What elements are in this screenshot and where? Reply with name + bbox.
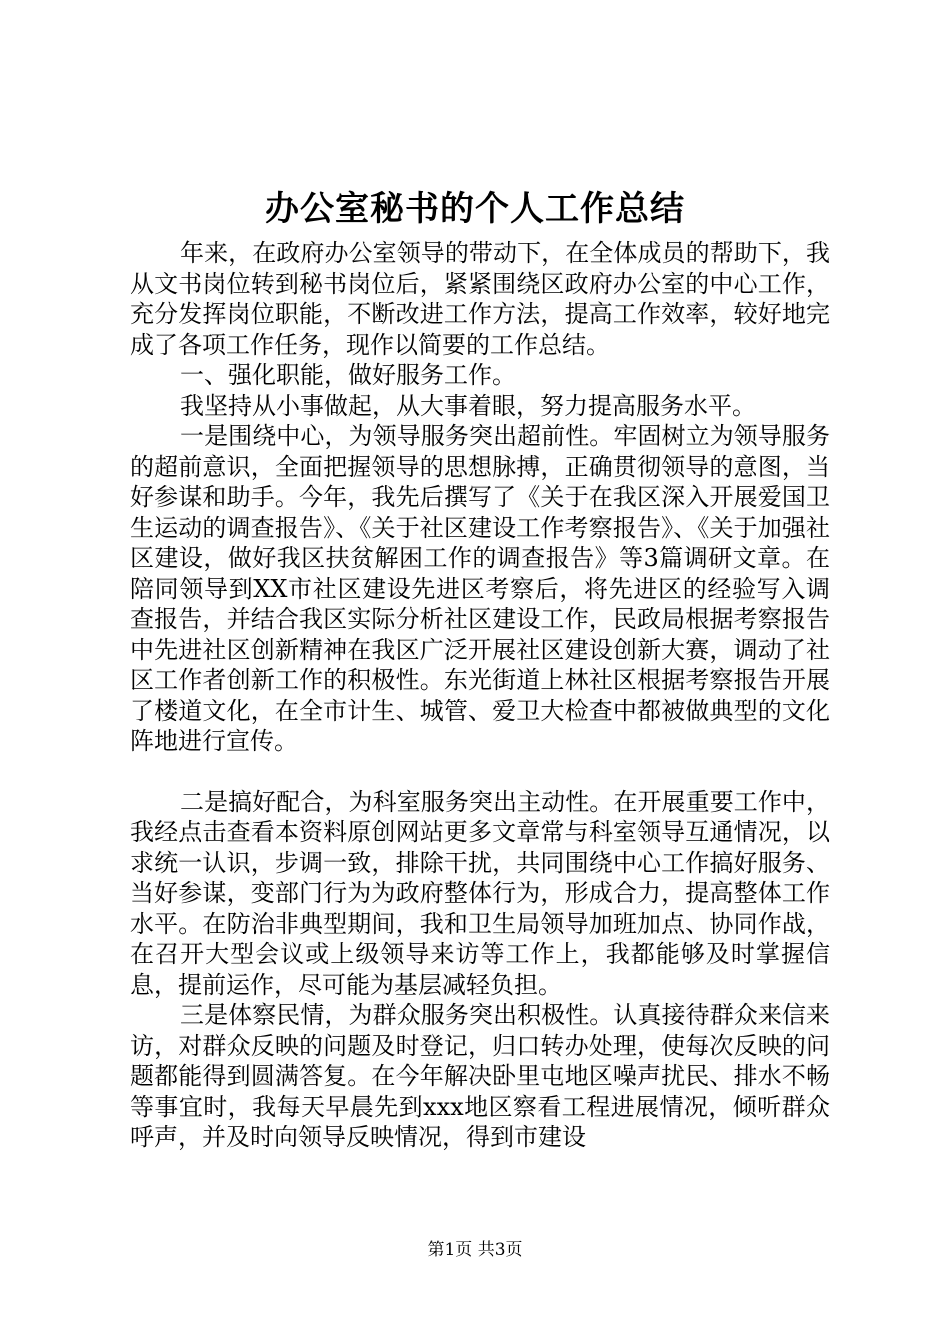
point-one-paragraph: 一是围绕中心，为领导服务突出超前性。牢固树立为领导服务的超前意识，全面把握领导的思想脉搏，正确贯彻领导的意图，当好参谋和助手。今年，我先后撰写了《关于在我区深入开展爱国卫生运动的调查报告》、《关于社区建设工作考察报告》、《关于加强社区建设，做好我区扶贫解困工作的调查报告》等3篇调研文章。在陪同领导到XX市社区建设先进区考察后，将先进区的经验写入调查报告，并结合我区实际分析社区建设工作，民政局根据考察报告中先进社区创新精神在我区广泛开展社区建设创新大赛，调动了社区工作者创新工作的积极性。东光街道上林社区根据考察报告开展了楼道文化，在全市计生、城管、爱卫大检查中都被做典型的文化阵地进行宣传。 [130, 422, 830, 755]
document-title: 办公室秘书的个人工作总结 [265, 189, 685, 229]
intro-paragraph: 年来，在政府办公室领导的带动下，在全体成员的帮助下，我从文书岗位转到秘书岗位后，紧紧围绕区政府办公室的中心工作，充分发挥岗位职能，不断改进工作方法，提高工作效率，较好地完成了各项工作任务，现作以简要的工作总结。 [130, 239, 830, 359]
point-two-paragraph: 二是搞好配合，为科室服务突出主动性。在开展重要工作中，我经点击查看本资料原创网站更多文章常与科室领导互通情况，以求统一认识，步调一致，排除干扰，共同围绕中心工作搞好服务、当好参谋，变部门行为为政府整体行为，形成合力，提高整体工作水平。在防治非典型期间，我和卫生局领导加班加点、协同作战，在召开大型会议或上级领导来访等工作上，我都能够及时掌握信息，提前运作，尽可能为基层减轻负担。 [130, 787, 830, 999]
section-summary-paragraph: 我坚持从小事做起，从大事着眼，努力提高服务水平。 [180, 391, 756, 420]
document-body [130, 238, 830, 1153]
page-footer: 第1页 共3页 [427, 1240, 523, 1260]
point-three-paragraph: 三是体察民情，为群众服务突出积极性。认真接待群众来信来访，对群众反映的问题及时登记，归口转办处理，使每次反映的问题都能得到圆满答复。在今年解决卧里屯地区噪声扰民、排水不畅等事宜时，我每天早晨先到xxx地区察看工程进展情况，倾听群众呼声，并及时向领导反映情况，得到市建设 [130, 1001, 830, 1151]
section-heading: 一、强化职能，做好服务工作。 [180, 361, 516, 389]
